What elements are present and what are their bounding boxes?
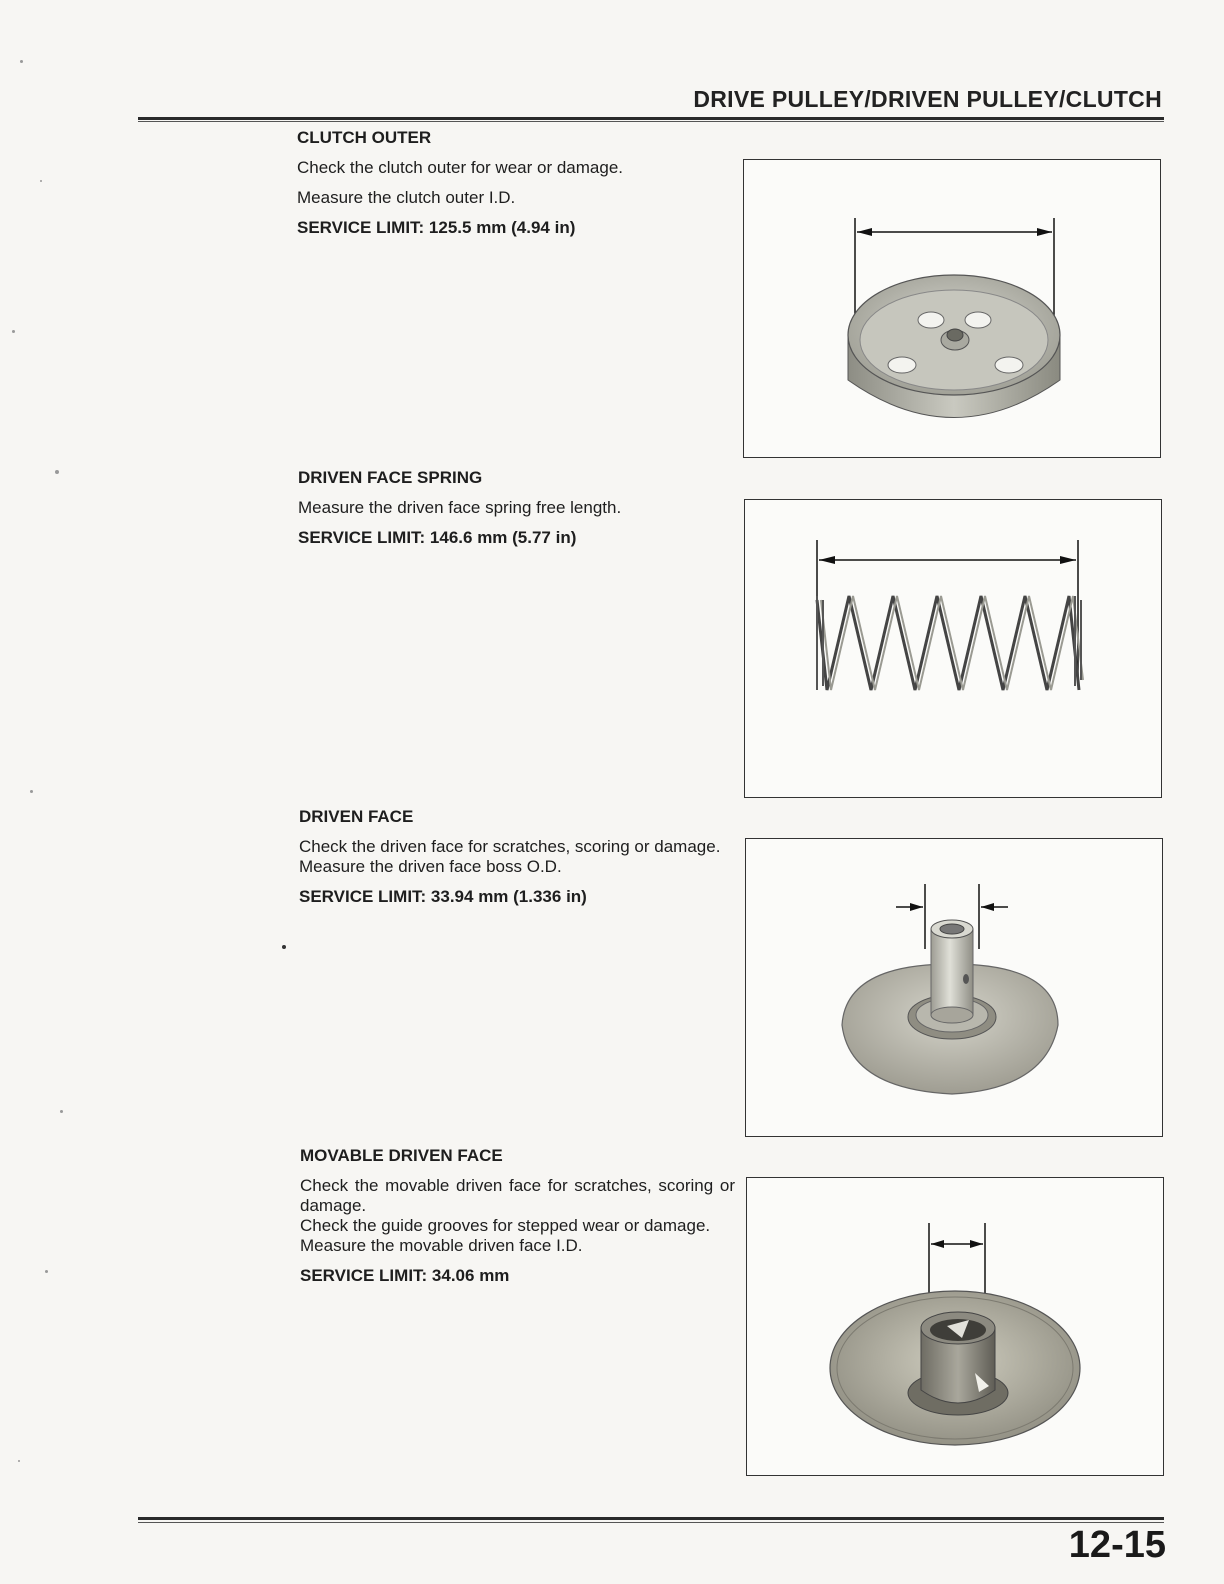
driven-face-drawing-icon — [746, 839, 1162, 1136]
figure-driven-face — [745, 838, 1163, 1137]
section-clutch-outer — [297, 128, 737, 238]
scan-speck — [18, 1460, 20, 1462]
footer-rule-thin — [138, 1522, 1164, 1523]
instruction-line: Measure the clutch outer I.D. — [297, 188, 516, 207]
movable-driven-face-drawing-icon — [747, 1178, 1163, 1475]
instruction-line: Measure the movable driven face I.D. — [300, 1236, 583, 1255]
instruction-line: Check the driven face for scratches, scoring or damage. — [299, 837, 721, 856]
scan-speck — [30, 790, 33, 793]
figure-clutch-outer — [743, 159, 1161, 458]
scan-speck — [45, 1270, 48, 1273]
section-driven-face — [299, 807, 734, 907]
section-title: MOVABLE DRIVEN FACE — [300, 1146, 503, 1165]
scan-noise — [0, 0, 90, 1584]
driven-face-spring-drawing-icon — [745, 500, 1161, 797]
figure-driven-face-spring — [744, 499, 1162, 798]
scan-speck — [40, 180, 42, 182]
footer-rule — [138, 1517, 1164, 1520]
scan-speck — [12, 330, 15, 333]
service-limit: SERVICE LIMIT: 34.06 mm — [300, 1266, 510, 1285]
header-rule-thin — [138, 121, 1164, 122]
section-movable-driven-face — [300, 1146, 735, 1286]
instruction-line: Measure the driven face boss O.D. — [299, 857, 562, 876]
figure-movable-driven-face — [746, 1177, 1164, 1476]
instruction-line: Measure the driven face spring free length. — [298, 498, 622, 517]
page-title: DRIVE PULLEY/DRIVEN PULLEY/CLUTCH — [693, 86, 1162, 112]
service-limit: SERVICE LIMIT: 33.94 mm (1.336 in) — [299, 887, 587, 906]
service-limit: SERVICE LIMIT: 146.6 mm (5.77 in) — [298, 528, 577, 547]
section-title: DRIVEN FACE — [299, 807, 414, 826]
scan-speck — [60, 1110, 63, 1113]
clutch-outer-drawing-icon — [744, 160, 1160, 457]
section-title: DRIVEN FACE SPRING — [298, 468, 483, 487]
instruction-line: Check the clutch outer for wear or damage. — [297, 158, 623, 177]
page-number: 12-15 — [1068, 1524, 1166, 1566]
section-driven-face-spring — [298, 468, 738, 548]
scan-speck — [282, 945, 286, 949]
scan-speck — [55, 470, 59, 474]
instruction-line: Check the movable driven face for scratches, scoring or damage. — [300, 1176, 735, 1215]
scan-speck — [20, 60, 23, 63]
service-limit: SERVICE LIMIT: 125.5 mm (4.94 in) — [297, 218, 576, 237]
header-rule — [138, 117, 1164, 120]
section-title: CLUTCH OUTER — [297, 128, 432, 147]
instruction-line: Check the guide grooves for stepped wear or damage. — [300, 1216, 711, 1235]
